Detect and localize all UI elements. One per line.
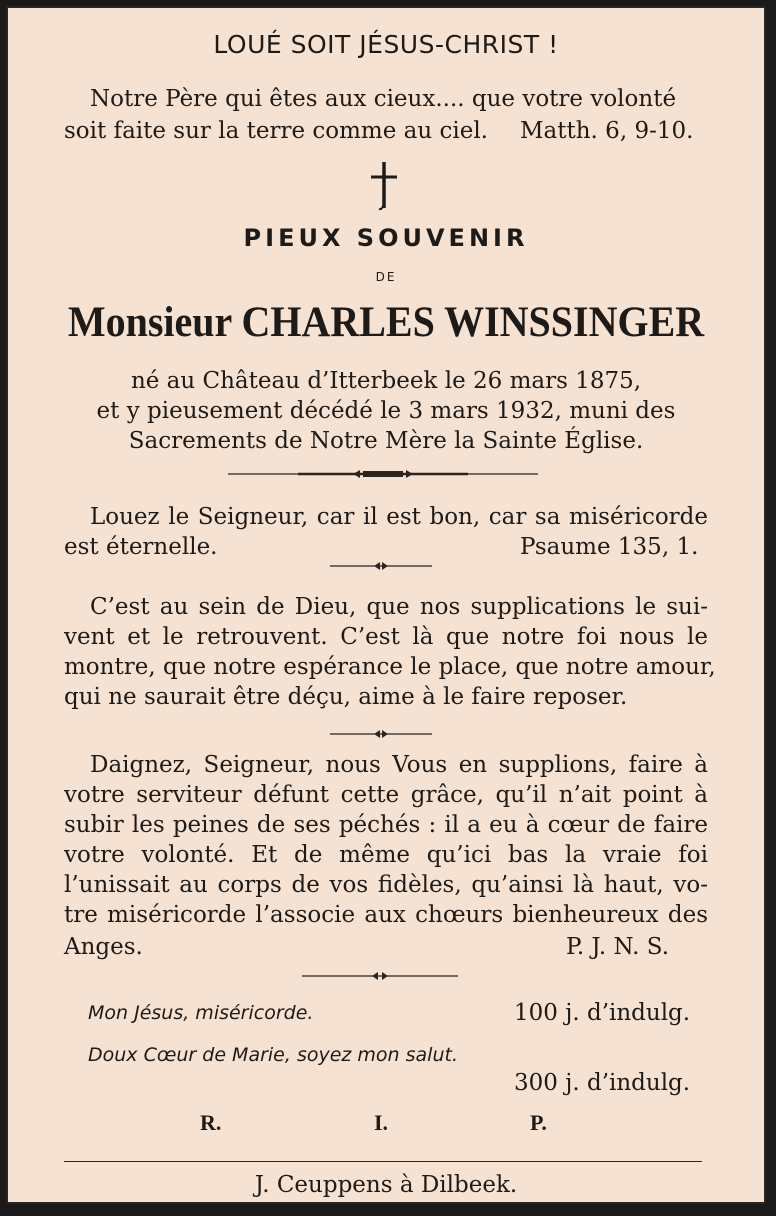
- para3-line-2: votre serviteur défunt cette grâce, qu’il n’ait point à: [64, 782, 708, 808]
- prayer-2: Doux Cœur de Marie, soyez mon salut.: [88, 1044, 458, 1066]
- printer: J. Ceuppens à Dilbeek.: [254, 1172, 518, 1198]
- title: PIEUX SOUVENIR: [243, 224, 529, 252]
- memorial-card: [6, 6, 766, 1204]
- verse-line-1: Notre Père qui êtes aux cieux.... que votre volonté: [90, 86, 677, 112]
- psalm-line-2-text: est éternelle.: [64, 534, 218, 560]
- ornament-divider: [330, 560, 432, 572]
- rip-i: I.: [374, 1110, 389, 1135]
- para2-line-4: qui ne saurait être déçu, aime à le faire reposer.: [64, 684, 628, 710]
- prayer-2-indulgence: 300 j. d’indulg.: [514, 1070, 691, 1096]
- para2-line-2: vent et le retrouvent. C’est là que notre foi nous le: [64, 624, 708, 650]
- title-de: DE: [375, 270, 397, 284]
- bio-line-1: né au Château d’Itterbeek le 26 mars 1875,: [130, 368, 642, 394]
- verse-line-2-text: soit faite sur la terre comme au ciel.: [64, 118, 488, 144]
- ornament-divider: [302, 970, 458, 982]
- footer-rule: [64, 1161, 702, 1162]
- prayer-1-indulgence: 100 j. d’indulg.: [514, 1000, 691, 1026]
- rip-p: P.: [530, 1110, 547, 1135]
- para3-line-7: Anges.: [64, 934, 143, 960]
- para3-line-6: tre miséricorde l’associe aux chœurs bienheureux des: [64, 902, 708, 928]
- psalm-reference: Psaume 135, 1.: [520, 534, 699, 560]
- rip-r: R.: [200, 1110, 222, 1135]
- bio-line-3: Sacrements de Notre Mère la Sainte Église.: [128, 428, 644, 454]
- psalm-line-1: Louez le Seigneur, car il est bon, car sa miséricorde: [90, 504, 708, 530]
- cross-icon: [367, 160, 401, 212]
- para3-line-3: subir les peines de ses péchés : il a eu à cœur de faire: [64, 812, 708, 838]
- ornament-divider: [330, 728, 432, 740]
- header: LOUÉ SOIT JÉSUS-CHRIST !: [213, 30, 559, 59]
- para3-line-5: l’unissait au corps de vos fidèles, qu’ainsi là haut, vo-: [64, 872, 708, 898]
- bio-line-2: et y pieusement décédé le 3 mars 1932, muni des: [96, 398, 676, 424]
- para3-line-4: votre volonté. Et de même qu’ici bas la vraie foi: [64, 842, 708, 868]
- para3-signature: P. J. N. S.: [566, 934, 670, 960]
- deceased-name: Monsieur CHARLES WINSSINGER: [67, 299, 705, 346]
- prayer-1: Mon Jésus, miséricorde.: [88, 1002, 314, 1024]
- para2-line-3: montre, que notre espérance le place, que notre amour,: [64, 654, 716, 680]
- para3-line-1: Daignez, Seigneur, nous Vous en supplions, faire à: [90, 752, 708, 778]
- para2-line-1: C’est au sein de Dieu, que nos supplications le sui-: [90, 594, 708, 620]
- verse-reference: Matth. 6, 9-10.: [520, 118, 694, 144]
- ornament-divider: [228, 468, 538, 480]
